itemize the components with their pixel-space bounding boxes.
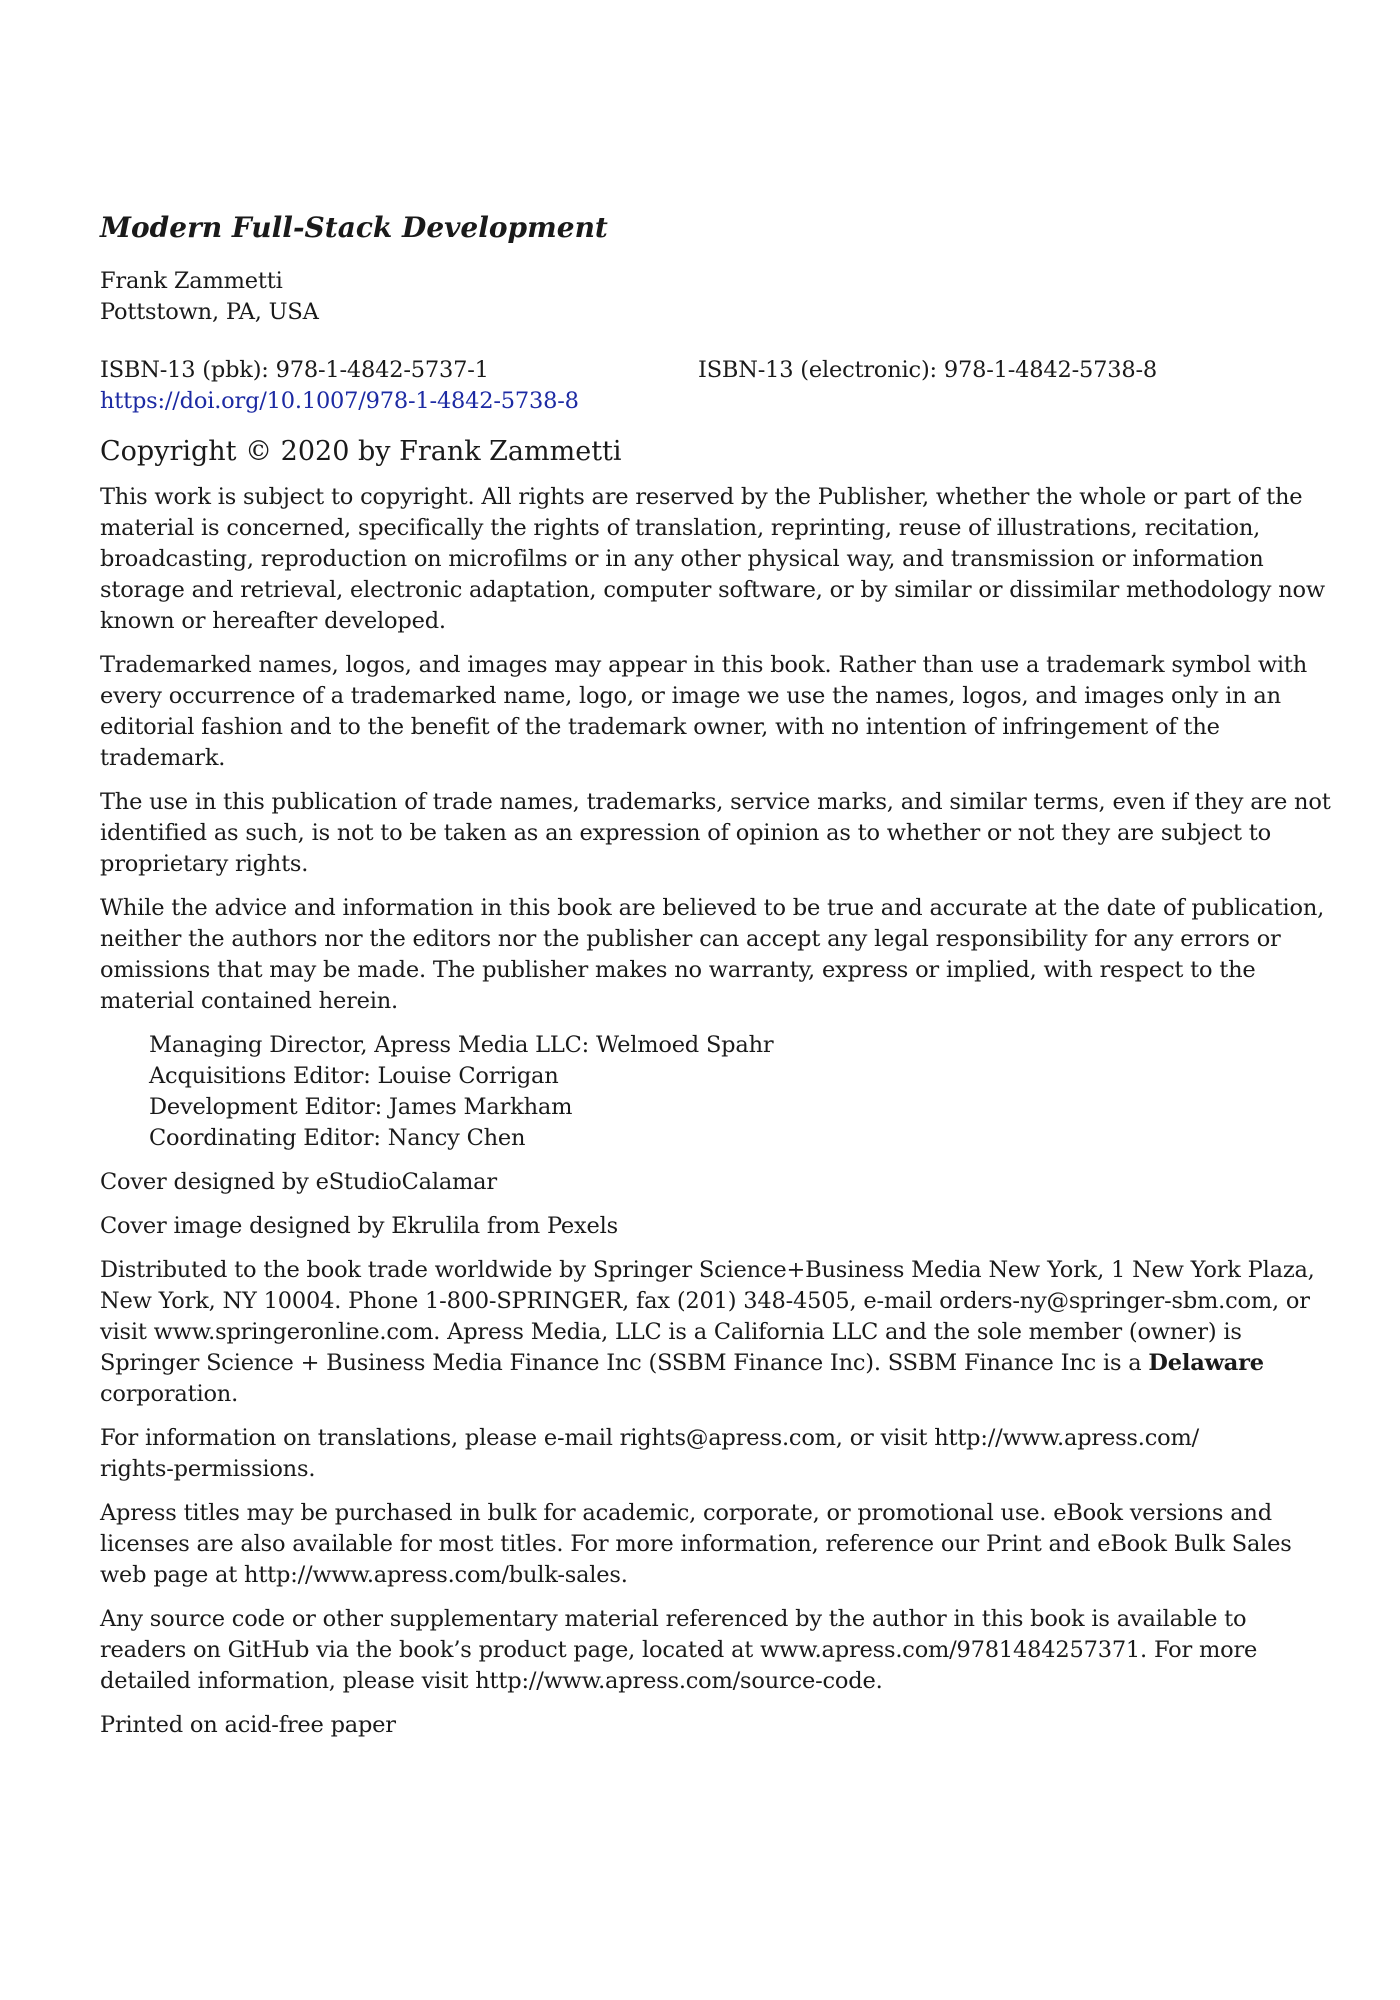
text-line: editorial fashion and to the benefit of the trademark owner, with no intention of infringement of the	[100, 714, 1220, 740]
staff-coordinating-editor: Coordinating Editor: Nancy Chen	[149, 1125, 526, 1151]
cover-design-credit	[100, 1167, 1260, 1198]
text-line: web page at http://www.apress.com/bulk-sales.	[100, 1562, 628, 1588]
text-line: Trademarked names, logos, and images may appear in this book. Rather than use a trademark symbol with	[100, 652, 1308, 678]
text-line: Cover image designed by Ekrulila from Pexels	[100, 1213, 618, 1239]
text-line: Distributed to the book trade worldwide by Springer Science+Business Media New York, 1 New York Plaza,	[100, 1257, 1315, 1283]
text-line: The use in this publication of trade names, trademarks, service marks, and similar terms, even if they are not	[100, 789, 1331, 815]
text-line: proprietary rights.	[100, 851, 309, 877]
text-line: visit www.springeronline.com. Apress Media, LLC is a California LLC and the sole member (owner) is	[100, 1319, 1242, 1345]
text-line: New York, NY 10004. Phone 1-800-SPRINGER, fax (201) 348-4505, e-mail orders-ny@springer-sbm.com, or	[100, 1288, 1310, 1314]
text-line: readers on GitHub via the book’s product page, located at www.apress.com/9781484257371. For more	[100, 1637, 1258, 1663]
text-line: Cover designed by eStudioCalamar	[100, 1169, 497, 1195]
book-title: Modern Full-Stack Development	[100, 211, 608, 244]
author-block	[100, 266, 1260, 328]
trademark-paragraph	[100, 650, 1308, 774]
text-line: For information on translations, please e-mail rights@apress.com, or visit http://www.apress.com/	[100, 1425, 1199, 1451]
copyright-line: Copyright © 2020 by Frank Zammetti	[100, 436, 622, 467]
distribution-paragraph	[100, 1255, 1315, 1410]
text-line: Printed on acid-free paper	[100, 1712, 396, 1738]
text-segment: Springer Science + Business Media Finance Inc (SSBM Finance Inc). SSBM Finance Inc is a	[100, 1350, 1149, 1376]
staff-development-editor: Development Editor: James Markham	[149, 1094, 573, 1120]
text-line	[100, 1348, 1264, 1379]
text-line: detailed information, please visit http://www.apress.com/source-code.	[100, 1668, 883, 1694]
text-line: corporation.	[100, 1381, 239, 1407]
staff-managing-director: Managing Director, Apress Media LLC: Welmoed Spahr	[149, 1032, 774, 1058]
text-line: neither the authors nor the editors nor the publisher can accept any legal responsibility for any errors or	[100, 926, 1281, 952]
bulk-sales-paragraph	[100, 1498, 1292, 1591]
staff-list	[149, 1030, 1260, 1154]
text-line: Apress titles may be purchased in bulk for academic, corporate, or promotional use. eBook versions and	[100, 1500, 1272, 1526]
text-line: known or hereafter developed.	[100, 608, 446, 634]
text-line: material is concerned, specifically the rights of translation, reprinting, reuse of illustrations, recitation,	[100, 515, 1261, 541]
text-line: every occurrence of a trademarked name, logo, or image we use the names, logos, and images only in an	[100, 683, 1281, 709]
cover-image-credit	[100, 1211, 1260, 1242]
text-line: identified as such, is not to be taken as an expression of opinion as to whether or not they are subject to	[100, 820, 1271, 846]
copyright-page	[100, 208, 1331, 1754]
isbn-pbk: ISBN-13 (pbk): 978-1-4842-5737-1	[100, 357, 489, 383]
text-line: rights-permissions.	[100, 1456, 316, 1482]
text-line: trademark.	[100, 745, 226, 771]
text-line: material contained herein.	[100, 988, 398, 1014]
text-line: licenses are also available for most titles. For more information, reference our Print and eBook Bulk Sales	[100, 1531, 1292, 1557]
source-code-paragraph	[100, 1604, 1260, 1697]
text-line: omissions that may be made. The publisher makes no warranty, express or implied, with respect to the	[100, 957, 1256, 983]
text-line: While the advice and information in this book are believed to be true and accurate at the date of publication,	[100, 895, 1325, 921]
text-line: Any source code or other supplementary material referenced by the author in this book is available to	[100, 1606, 1247, 1632]
text-line: broadcasting, reproduction on microfilms or in any other physical way, and transmission or information	[100, 546, 1264, 572]
trade-names-paragraph	[100, 787, 1331, 880]
author-name: Frank Zammetti	[100, 268, 283, 294]
doi-link[interactable]: https://doi.org/10.1007/978-1-4842-5738-8	[100, 388, 579, 414]
staff-acquisitions-editor: Acquisitions Editor: Louise Corrigan	[149, 1063, 559, 1089]
text-line: storage and retrieval, electronic adaptation, computer software, or by similar or dissimilar methodology now	[100, 577, 1325, 603]
text-line: This work is subject to copyright. All rights are reserved by the Publisher, whether the whole or part of the	[100, 484, 1303, 510]
translations-paragraph	[100, 1423, 1260, 1485]
rights-paragraph	[100, 482, 1325, 637]
isbn-row	[100, 355, 1260, 386]
printed-note	[100, 1710, 1260, 1741]
author-location: Pottstown, PA, USA	[100, 299, 319, 325]
isbn-electronic: ISBN-13 (electronic): 978-1-4842-5738-8	[698, 357, 1157, 383]
isbn-block	[100, 355, 1260, 417]
delaware-bold: Delaware	[1148, 1350, 1264, 1376]
disclaimer-paragraph	[100, 893, 1325, 1017]
